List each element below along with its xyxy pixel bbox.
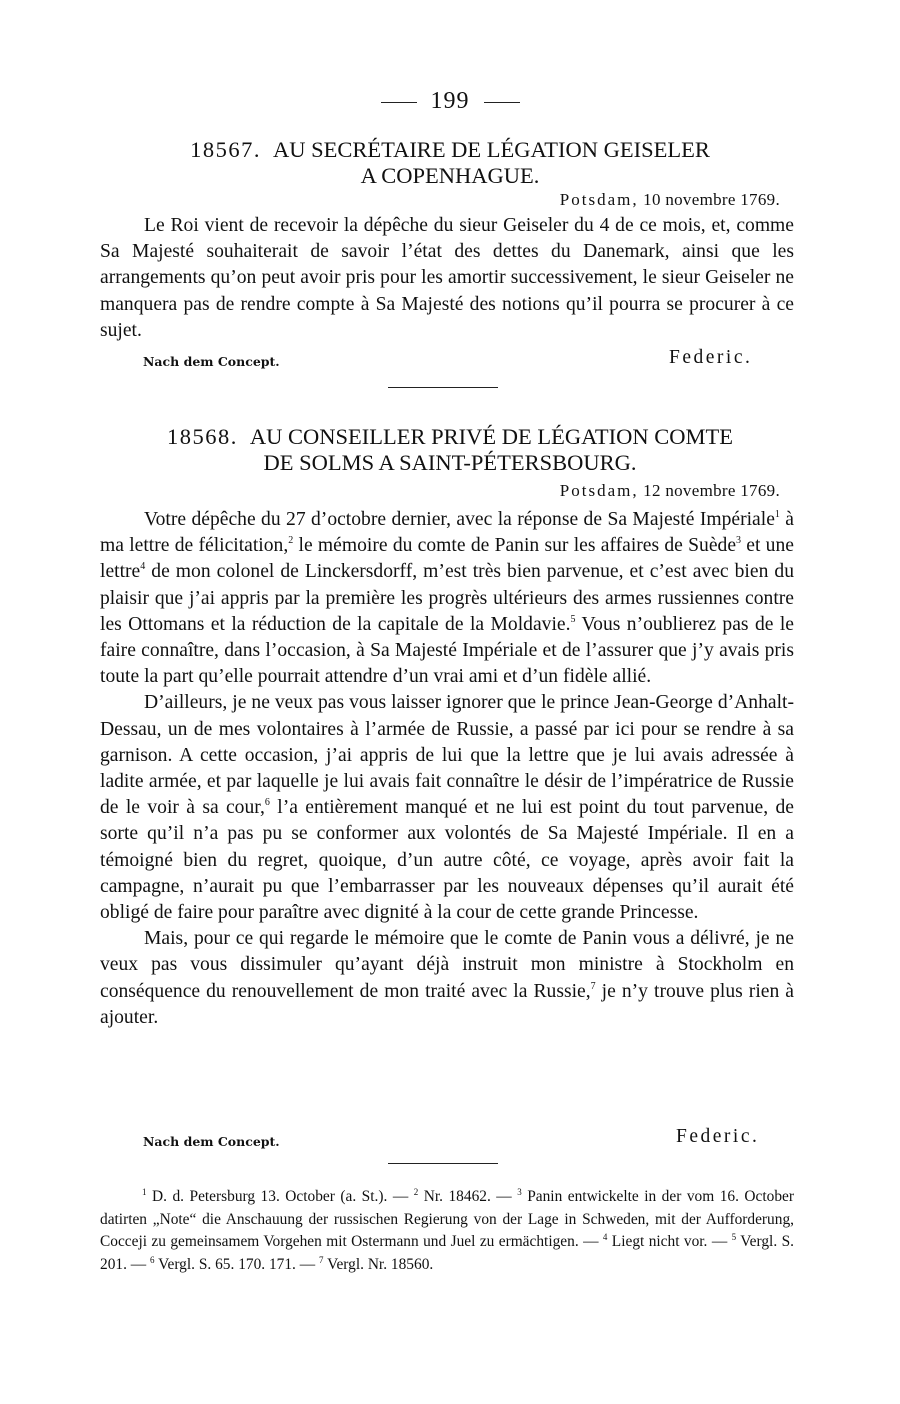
footnote-ref-7: 7 [590,980,596,992]
p2-text-a: D’ailleurs, je ne veux pas vous laisser ignorer que le prince Jean-George d’Anhalt-Dessau, un de mes volontaires à l’armée de Russie, a passé par ici pour se rendre à sa garnison. A cette occasion, j’ai appris de lui que la lettre que je lui avais adressée à ladite armée, et par laquelle je lui avais fait connaître le désir de l’impératrice de Russie de le voir à sa cour, [100,692,794,819]
letter-1-paragraph: Le Roi vient de recevoir la dépêche du sieur Geiseler du 4 de ce mois, et, comme Sa Majesté souhaiterait de savoir l’état des dettes du Danemark, ainsi que les arrangements qu’on peut avoir pris pour les amortir successivement, le sieur Geiseler ne manquera pas de rendre compte à Sa Majesté des notions qu’il pourra se procurer à ce sujet. [100,215,794,341]
letter-1-dateline [560,190,780,210]
footnote-mark-6: 6 [150,1254,155,1265]
letter-2-paragraph-3 [100,926,794,1031]
p1-text-e: de mon colonel de Linckersdorff, m’est très bien parvenue, et c’est avec bien du plaisir que j’ai appris par la première les progrès ultérieurs des armes russiennes contre les Ottomans et la réduction de la capitale de la Moldavie. [100,561,794,635]
page-number-dash-right [484,102,520,103]
footnote-ref-2: 2 [288,535,294,547]
footnote-1: D. d. Petersburg 13. October (a. St.). — [146,1188,414,1205]
p3-text-b: je n’y trouve plus rien à ajouter. [100,980,794,1028]
footnote-mark-4: 4 [602,1232,608,1243]
p2-text-b: l’a entièrement manqué et ne lui est point du tout parvenue, de sorte qu’il n’a pas pu se conformer aux volontés de Sa Majesté Impériale. Il en a témoigné bien du regret, quoique, d’un autre côté, ce voyage, après avoir fait la campagne, n’aurait pu que l’embarrasser par les nouveaux dépenses qu’il aurait été obligé de faire pour paraître avec dignité à la cour de cette grande Princesse. [100,797,794,924]
letter-1-source-note: Nach dem Concept. [143,354,280,369]
p1-text-d: et une lettre [100,535,794,583]
page-number-dash-left [381,102,417,103]
footnote-7: Vergl. Nr. 18560. [323,1255,434,1273]
footnote-ref-4: 4 [140,561,146,573]
letter-1-signature: Federic. [669,347,753,368]
letter-2-title-line1 [100,424,800,450]
letter-2-source-note: Nach dem Concept. [143,1134,280,1149]
letter-2-paragraph-1 [100,507,794,690]
letter-2-recipient: AU CONSEILLER PRIVÉ DE LÉGATION COMTE [249,424,733,449]
footnote-ref-6: 6 [264,797,270,809]
letter-2-number: 18568. [167,424,238,449]
footnote-mark-3: 3 [517,1187,522,1197]
letter-2-place: Potsdam, [559,481,639,500]
separator-rule-2 [388,1163,498,1164]
letter-1-body [100,213,794,344]
footnotes [100,1186,794,1276]
footnote-4: Liegt nicht vor. — [607,1233,732,1251]
letter-1-title-line1 [100,137,800,163]
footnote-ref-5: 5 [570,613,576,625]
footnote-mark-2: 2 [413,1187,419,1197]
letter-1-date: 10 novembre 1769. [643,190,780,209]
footnote-2: Nr. 18462. — [418,1188,518,1205]
footnote-3: Panin entwickelte in der vom 16. October datirten „Note“ die Anschauung der russischen Regierung von der Lage in Schweden, mit der Aufforderung, Cocceji zu gemeinsamem Vorgehen mit Ostermann und Juel zu ermächtigen. — [100,1188,795,1251]
letter-1-heading [100,137,800,189]
letter-1-number: 18567. [190,137,261,162]
letter-1-recipient: AU SECRÉTAIRE DE LÉGATION GEISELER [272,137,710,162]
letter-2-signature: Federic. [676,1126,760,1147]
separator-rule-1 [388,387,498,388]
letter-2-dateline [560,481,780,501]
footnote-ref-1: 1 [774,509,780,520]
p3-text-a: Mais, pour ce qui regarde le mémoire que le comte de Panin vous a délivré, je ne veux pas vous dissimuler qu’ayant déjà instruit mon ministre à Stockholm en conséquence du renouvellement de mon traité avec la Russie, [100,928,794,1002]
footnote-5: Vergl. S. 201. — [100,1233,794,1273]
letter-1-place: Potsdam, [559,190,639,209]
footnote-6: Vergl. S. 65. 170. 171. — [154,1255,319,1273]
letter-2-body [100,507,794,1031]
footnote-mark-5: 5 [731,1232,737,1243]
letter-2-title-line2: DE SOLMS A SAINT-PÉTERSBOURG. [263,450,637,475]
footnote-mark-1: 1 [142,1187,147,1197]
page-number-text: 199 [430,88,470,114]
footnote-ref-3: 3 [736,535,742,547]
letter-2-date: 12 novembre 1769. [643,481,780,500]
p1-text-f: Vous n’oublierez pas de le faire connaître, dans l’occasion, à Sa Majesté Impériale et de l’assurer que j’y avais pris toute la part qu’elle pourrait attendre d’un vrai ami et d’un fidèle allié. [100,613,794,688]
p1-text-b: à ma lettre de félicitation, [100,509,794,557]
letter-2-paragraph-2 [100,690,794,926]
footnote-mark-7: 7 [319,1254,324,1265]
page-number [0,88,900,115]
footnotes-text [100,1186,794,1276]
letter-2-heading [100,424,800,476]
p1-text-c: le mémoire du comte de Panin sur les affaires de Suède [293,535,737,557]
p1-text-a: Votre dépêche du 27 d’octobre dernier, avec la réponse de Sa Majesté Impériale [144,509,775,530]
letter-1-title-line2: A COPENHAGUE. [360,163,540,188]
